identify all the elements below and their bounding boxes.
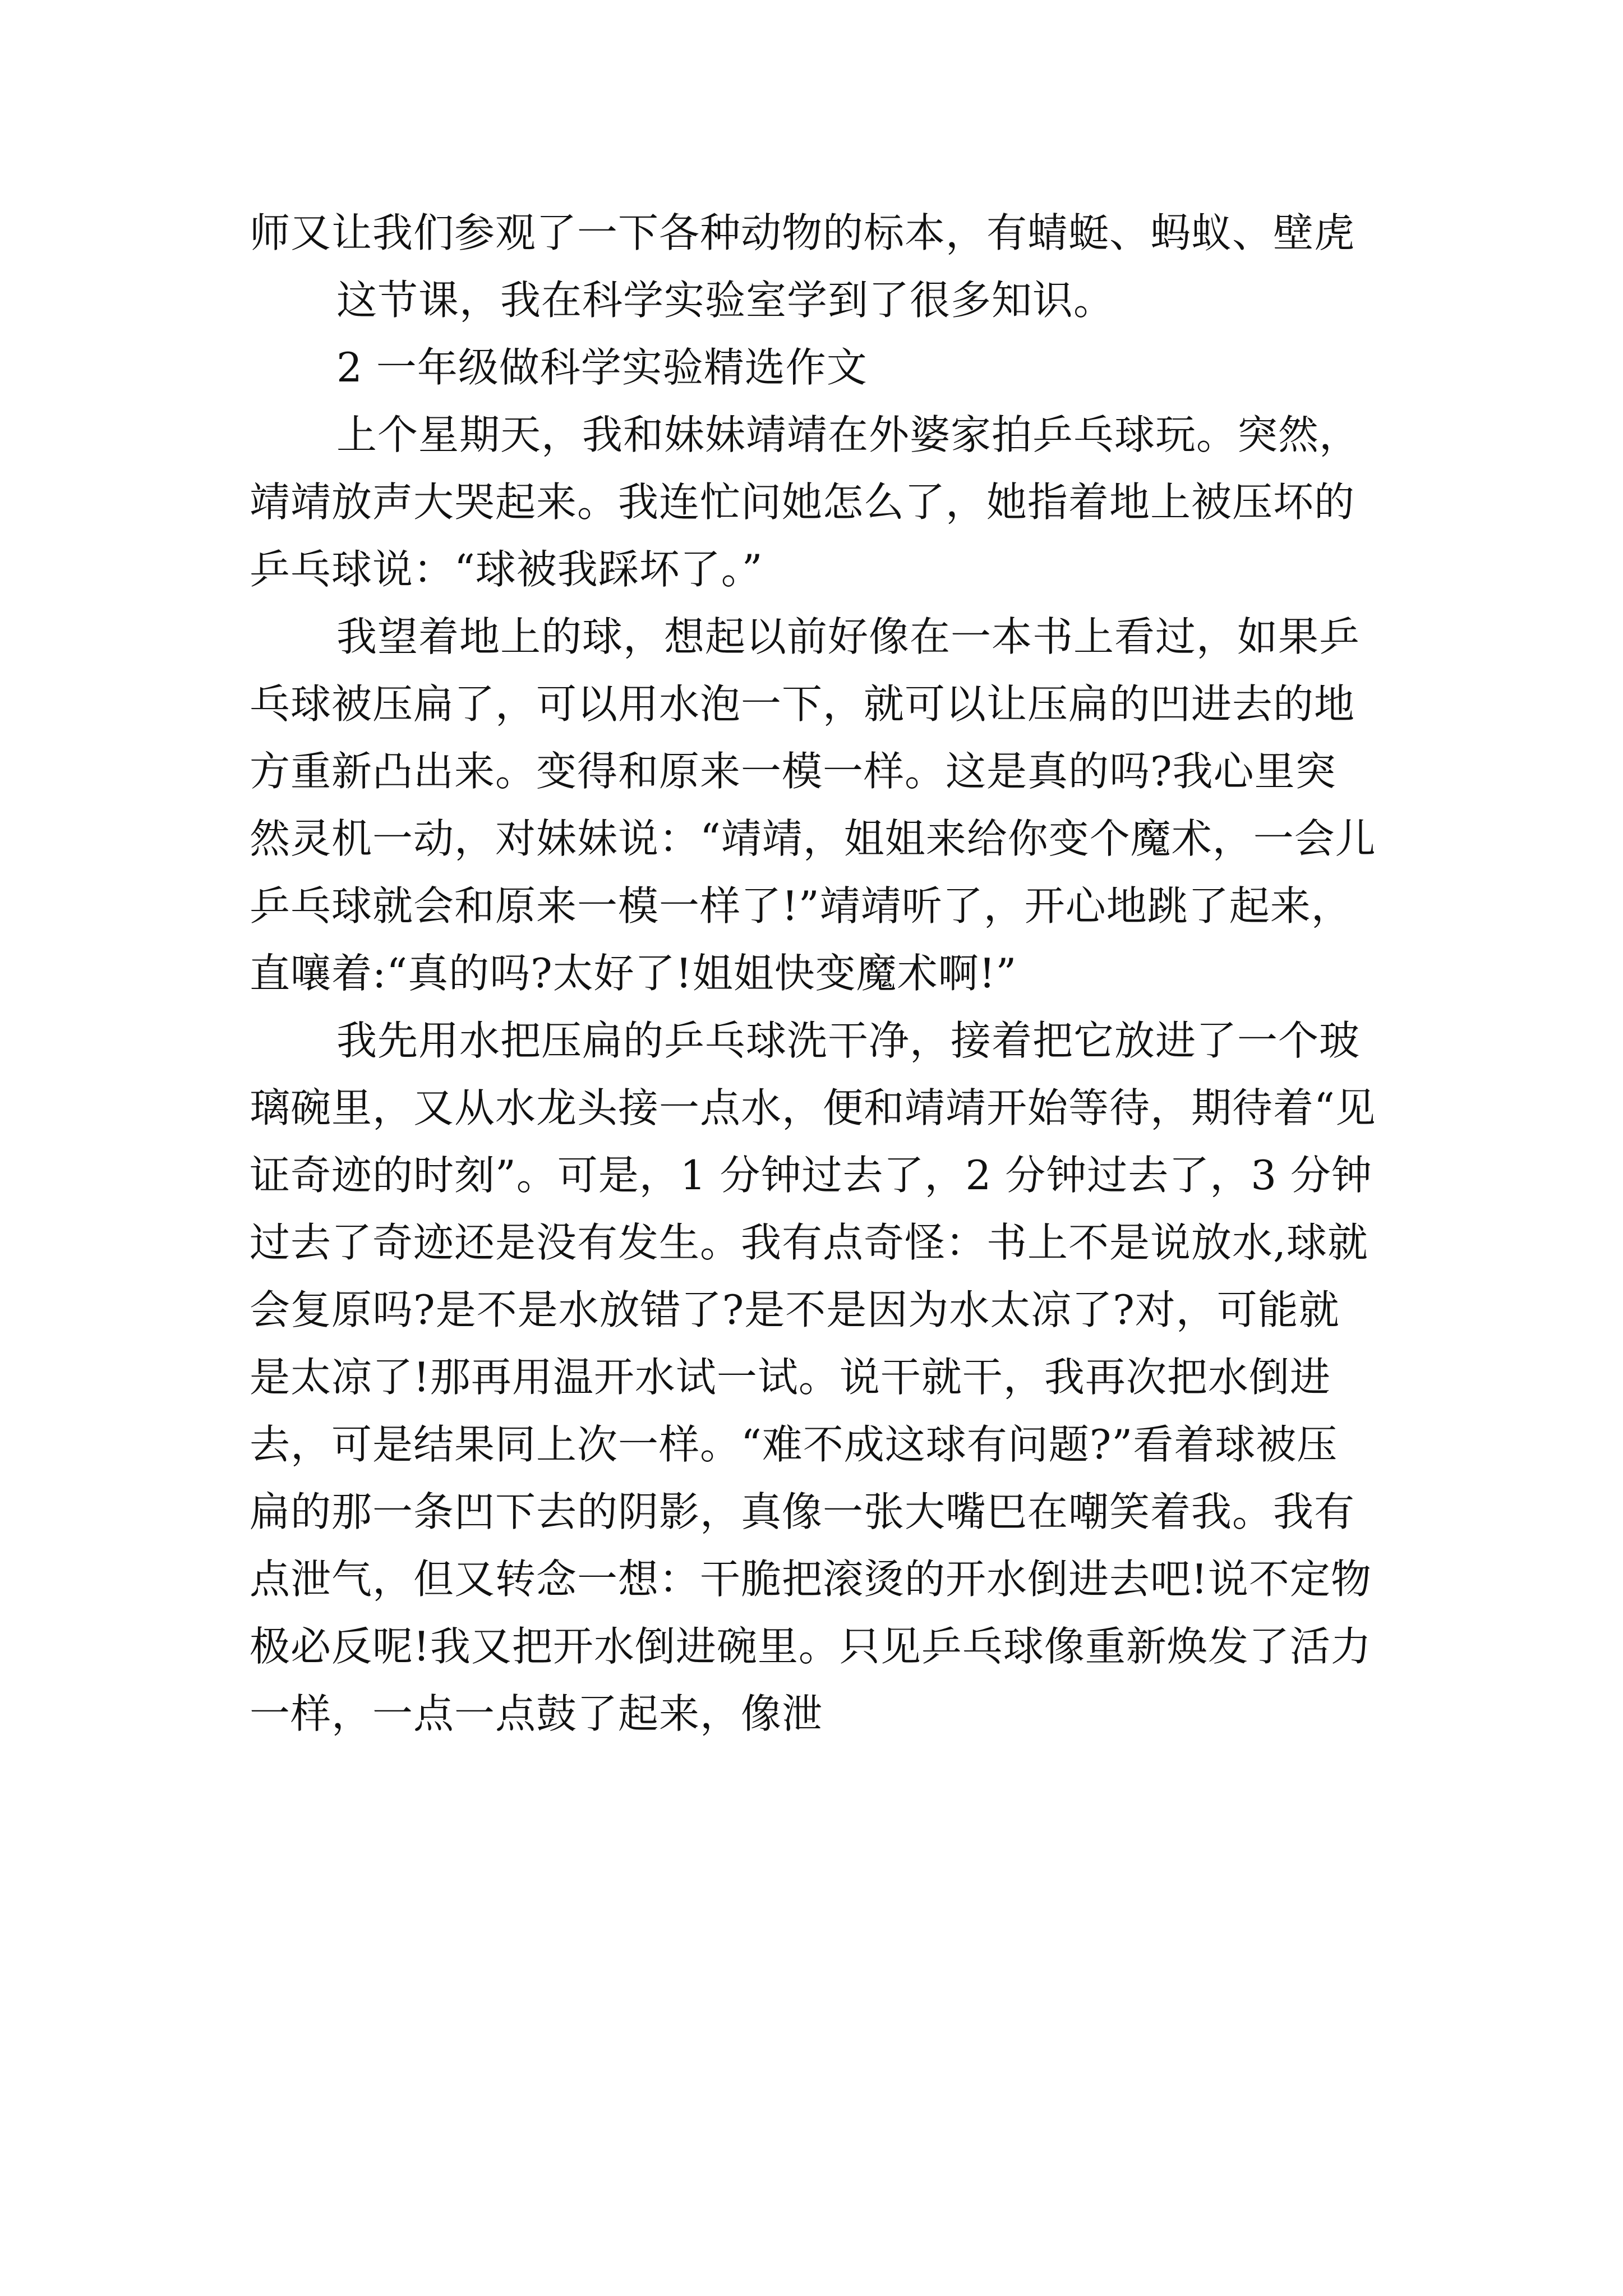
paragraph-continued: 师又让我们参观了一下各种动物的标本，有蜻蜓、蚂蚁、壁虎 bbox=[250, 209, 1355, 256]
section-heading: 2 一年级做科学实验精选作文 bbox=[336, 344, 868, 391]
paragraph: 这节课，我在科学实验室学到了很多知识。 bbox=[336, 277, 1115, 324]
paragraph: 我望着地上的球，想起以前好像在一本书上看过，如果乒乓球被压扁了，可以用水泡一下，就可以让压扁的凹进去的地方重新凸出来。变得和原来一模一样。这是真的吗?我心里突然灵机一动，对妹妹说：“靖靖，姐姐来给你变个魔术，一会儿乒乓球就会和原来一模一样了!”靖靖听了，开心地跳了起来，直嚷着:“真的吗?太好了!姐姐快变魔术啊!” bbox=[250, 613, 1376, 997]
document-body bbox=[250, 199, 1377, 1747]
paragraph: 上个星期天，我和妹妹靖靖在外婆家拍乒乓球玩。突然，靖靖放声大哭起来。我连忙问她怎么了，她指着地上被压坏的乒乓球说：“球被我踩坏了。” bbox=[250, 411, 1361, 593]
paragraph: 我先用水把压扁的乒乓球洗干净，接着把它放进了一个玻璃碗里，又从水龙头接一点水，便和靖靖开始等待，期待着“见证奇迹的时刻”。可是，1 分钟过去了，2 分钟过去了，3 分钟过去了奇迹还是没有发生。我有点奇怪：书上不是说放水,球就会复原吗?是不是水放错了?是不是因为水太凉了?对，可能就是太凉了!那再用温开水试一试。说干就干，我再次把水倒进去，可是结果同上次一样。“难不成这球有问题?”看着球被压扁的那一条凹下去的阴影，真像一张大嘴巴在嘲笑着我。我有点泄气，但又转念一想：干脆把滚烫的开水倒进去吧!说不定物极必反呢!我又把开水倒进碗里。只见乒乓球像重新焕发了活力一样，一点一点鼓了起来，像泄 bbox=[250, 1017, 1376, 1737]
